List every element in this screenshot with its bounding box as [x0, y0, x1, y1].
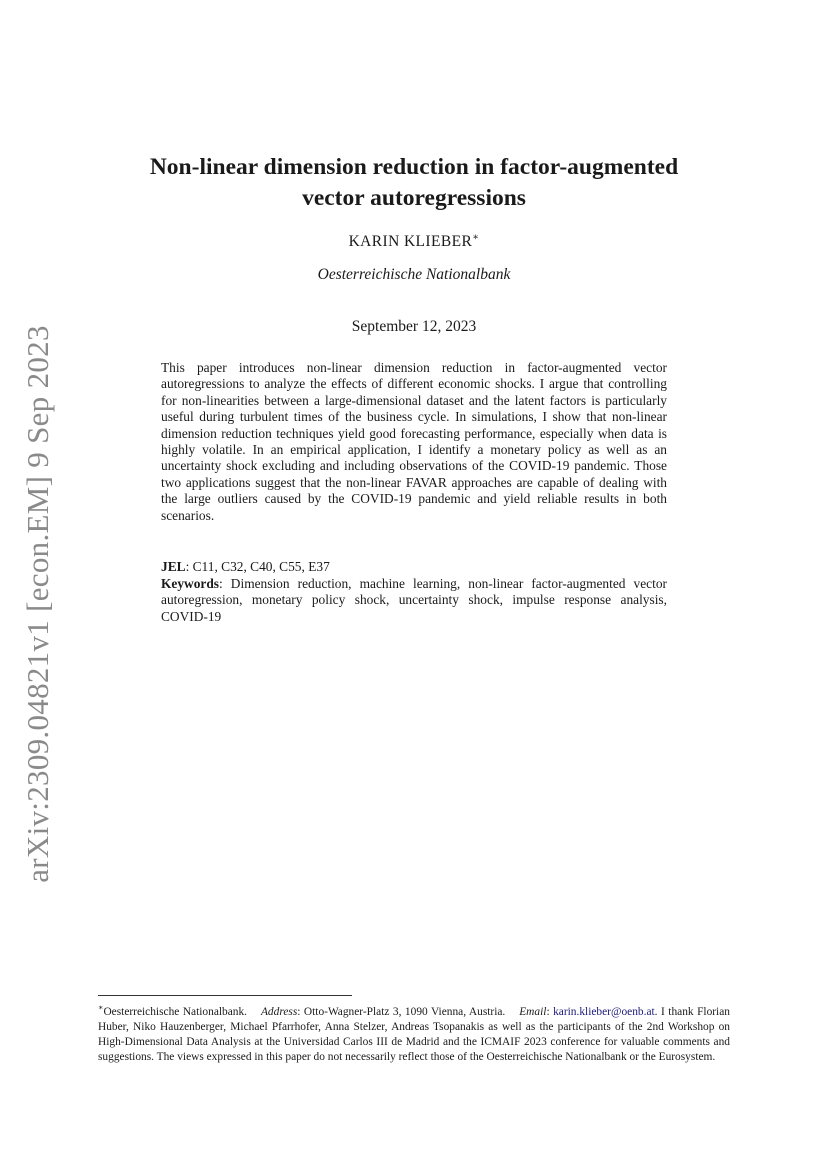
footnote-mark: ∗	[98, 1003, 104, 1012]
author-name: KARIN KLIEBER	[348, 233, 473, 251]
footnote-address-label: Address	[260, 1005, 298, 1018]
footnote-divider	[98, 995, 352, 996]
jel-values: : C11, C32, C40, C55, E37	[185, 559, 330, 574]
paper-title-line-1: Non-linear dimension reduction in factor-augmented	[149, 154, 679, 180]
footnote	[98, 1000, 730, 1065]
footnote-email-separator: :	[546, 1005, 550, 1018]
arxiv-identifier-text: arXiv:2309.04821v1 [econ.EM] 9 Sep 2023	[20, 325, 55, 883]
keywords	[161, 576, 667, 625]
publication-date: September 12, 2023	[351, 318, 477, 335]
jel-label: JEL	[161, 559, 186, 574]
footnote-email-label: Email	[519, 1005, 547, 1018]
jel-codes	[161, 559, 667, 575]
author	[90, 232, 738, 251]
footnote-address: : Otto-Wagner-Platz 3, 1090 Vienna, Austria.	[297, 1005, 506, 1018]
paper-title	[90, 152, 738, 214]
author-email-link[interactable]: karin.klieber@oenb.at	[553, 1005, 655, 1018]
keywords-label: Keywords	[161, 576, 220, 591]
footnote-institution: Oesterreichische Nationalbank.	[103, 1005, 248, 1018]
keywords-values: : Dimension reduction, machine learning, non-linear factor-augmented vector autoregression, monetary policy shock, uncertainty shock, impulse response analysis, COVID-19	[161, 576, 667, 624]
author-affiliation: Oesterreichische Nationalbank	[317, 266, 511, 283]
author-footnote-mark: ∗	[472, 232, 480, 243]
footnote-acknowledgements: . I thank Florian Huber, Niko Hauzenberger, Michael Pfarrhofer, Anna Stelzer, Andreas Tsopanakis as well as the participants of the 2nd Workshop on High-Dimensional Data Analysis at the Universidad Carlos III de Madrid and the ICMAIF 2023 conference for valuable comments and suggestions. The views expressed in this paper do not necessarily reflect those of the Oesterreichische Nationalbank or the Eurosystem.	[98, 1005, 730, 1064]
paper-title-line-2: vector autoregressions	[302, 185, 526, 211]
abstract: This paper introduces non-linear dimension reduction in factor-augmented vector autoregressions to analyze the effects of different economic shocks. I argue that controlling for non-linearities between a large-dimensional dataset and the latent factors is particularly useful during turbulent times of the business cycle. In simulations, I show that non-linear dimension reduction techniques yield good forecasting performance, especially when data is highly volatile. In an empirical application, I identify a monetary policy as well as an uncertainty shock excluding and including observations of the COVID-19 pandemic. Those two applications suggest that the non-linear FAVAR approaches are capable of dealing with the large outliers caused by the COVID-19 pandemic and yield reliable results in both scenarios.	[161, 360, 667, 523]
